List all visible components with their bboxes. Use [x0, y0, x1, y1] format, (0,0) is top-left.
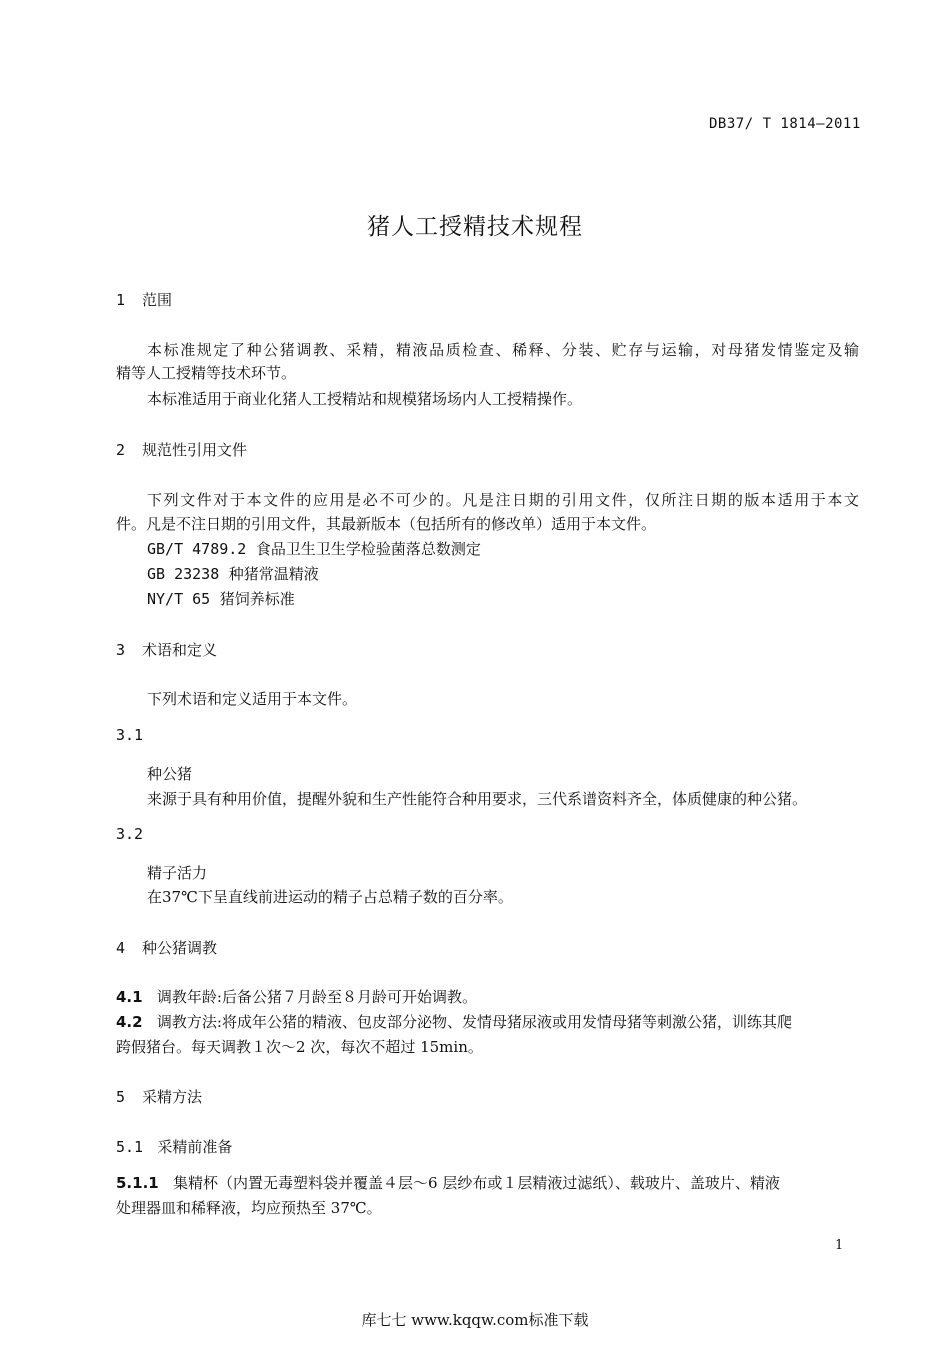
section-title: 种公猪调教	[142, 939, 218, 957]
page-number: 1	[835, 1238, 844, 1253]
section-4-heading	[116, 937, 217, 958]
reference-code: GB/T 4789.2	[147, 540, 247, 558]
paragraph-line: 精等人工授精等技术环节。	[116, 364, 297, 382]
clause-item	[116, 986, 477, 1007]
clause-number: 4.1	[116, 988, 143, 1006]
reference-title: 食品卫生卫生学检验菌落总数测定	[255, 540, 481, 558]
term-name: 种公猪	[147, 765, 193, 783]
reference-code: NY/T 65	[147, 590, 211, 608]
section-number: 1	[116, 291, 126, 309]
paragraph: 下列术语和定义适用于本文件。	[147, 690, 358, 708]
clause-text: 集精杯（内置无毒塑料袋并覆盖４层～6 层纱布或１层精液过滤纸）、载玻片、盖玻片、精液	[173, 1174, 780, 1192]
clause-continuation: 跨假猪台。每天调教１次～2 次，每次不超过 15min。	[116, 1038, 483, 1056]
paragraph-line: 下列文件对于本文件的应用是必不可少的。凡是注日期的引用文件，仅所注日期的版本适用于本文	[147, 491, 859, 509]
reference-entry	[147, 563, 319, 584]
reference-title: 种猪常温精液	[228, 565, 319, 583]
paragraph-line: 本标准规定了种公猪调教、采精，精液品质检查、稀释、分装、贮存与运输，对母猪发情鉴定及输	[147, 341, 859, 359]
section-title: 采精方法	[142, 1088, 203, 1106]
clause-text: 调教方法:将成年公猪的精液、包皮部分泌物、发情母猪尿液或用发情母猪等刺激公猪，训练其爬	[156, 1013, 792, 1031]
clause-number: 4.2	[116, 1013, 143, 1031]
clause-item	[116, 1011, 792, 1032]
reference-entry	[147, 588, 295, 609]
section-1-heading	[116, 289, 172, 310]
section-title: 规范性引用文件	[142, 441, 248, 459]
term-definition: 在37℃下呈直线前进运动的精子占总精子数的百分率。	[147, 888, 513, 906]
clause-continuation: 处理器皿和稀释液，均应预热至 37℃。	[116, 1199, 382, 1217]
section-number: 2	[116, 441, 126, 459]
term-name: 精子活力	[147, 864, 208, 882]
subsection-number: 5.1	[116, 1138, 144, 1156]
paragraph-line: 件。凡是不注日期的引用文件，其最新版本（包括所有的修改单）适用于本文件。	[116, 515, 657, 533]
reference-code: GB 23238	[147, 565, 220, 583]
term-number: 3.1	[116, 726, 144, 744]
document-title: 猪人工授精技术规程	[367, 214, 583, 240]
footer-watermark: 库七七 www.kqqw.com标准下载	[361, 1311, 589, 1329]
section-title: 范围	[142, 291, 173, 309]
clause-item	[116, 1172, 780, 1193]
reference-entry	[147, 538, 481, 559]
section-title: 术语和定义	[142, 641, 218, 659]
term-number: 3.2	[116, 825, 144, 843]
term-definition: 来源于具有种用价值，提醒外貌和生产性能符合种用要求，三代系谱资料齐全，体质健康的种公猪。	[147, 790, 808, 808]
clause-number: 5.1.1	[116, 1174, 159, 1192]
section-5-heading	[116, 1086, 202, 1107]
section-number: 3	[116, 641, 126, 659]
section-number: 5	[116, 1088, 126, 1106]
paragraph: 本标准适用于商业化猪人工授精站和规模猪场场内人工授精操作。	[147, 390, 583, 408]
section-3-heading	[116, 639, 217, 660]
standard-number: DB37/ T 1814—2011	[709, 116, 861, 132]
clause-text: 调教年龄:后备公猪７月龄至８月龄可开始调教。	[156, 988, 477, 1006]
reference-title: 猪饲养标准	[219, 590, 295, 608]
section-2-heading	[116, 439, 247, 460]
section-number: 4	[116, 939, 126, 957]
subsection-heading	[116, 1136, 232, 1157]
subsection-title: 采精前准备	[157, 1138, 233, 1156]
